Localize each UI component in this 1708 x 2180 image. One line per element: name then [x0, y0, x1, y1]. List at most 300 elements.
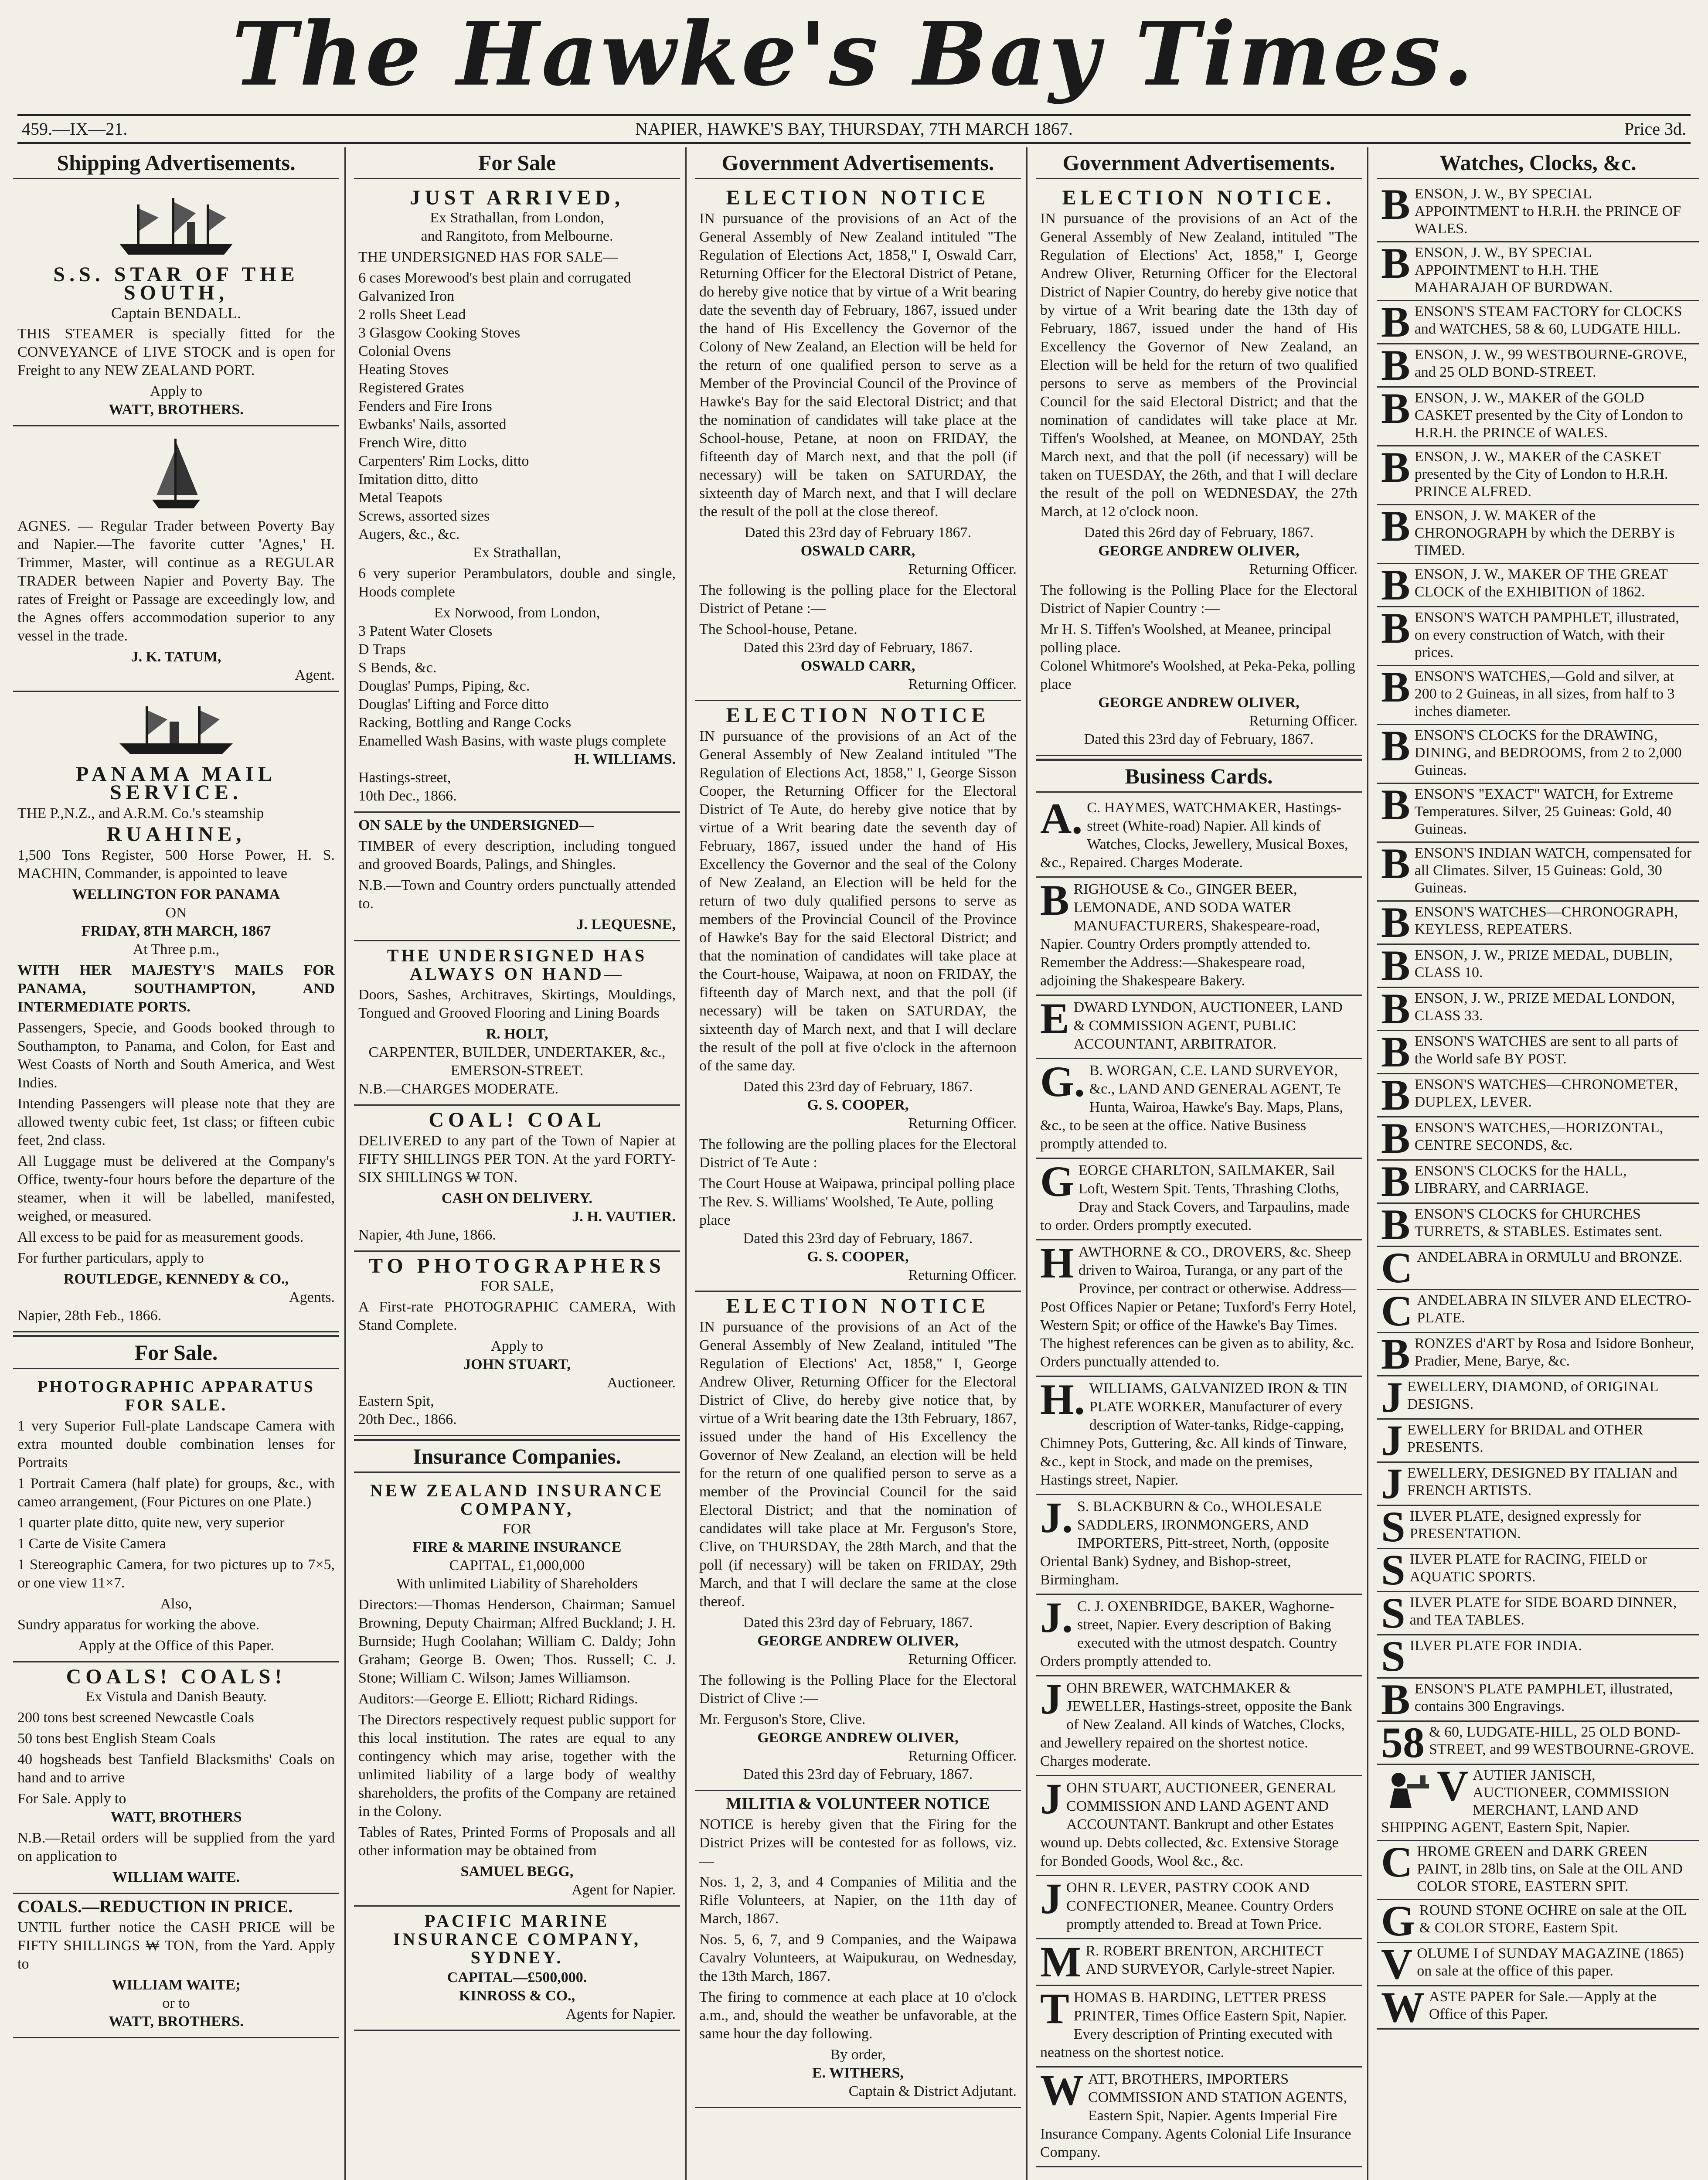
ad-role: Returning Officer.	[908, 1748, 1017, 1764]
drop-cap: A.	[1040, 794, 1083, 843]
ad-text: The firing to commence at each place at 10 o'clock a.m., and, should the weather be unfavorable, at the same hour the day following.	[699, 1989, 1017, 2042]
drop-cap: B	[1381, 722, 1410, 770]
column-rule	[685, 147, 687, 2180]
list-item: 1 Portrait Camera (half plate) for groups, &c., with cameo arrangement, (Four Pictures on one Plate.)	[17, 1475, 335, 1510]
drop-cap: B	[1381, 443, 1410, 491]
ad-sunday-magazine	[1377, 1940, 1699, 1988]
column-rule	[1367, 147, 1368, 2180]
list-item: 1 quarter plate ditto, quite new, very superior	[17, 1515, 285, 1531]
masthead	[0, 0, 1708, 109]
drop-cap: B	[1381, 1071, 1410, 1119]
ad-title: ELECTION NOTICE	[726, 704, 990, 727]
ad-address: Hastings-street,	[358, 770, 451, 786]
drop-cap: B	[1381, 1330, 1410, 1378]
list-item	[1377, 1675, 1699, 1724]
ad-text: Tables of Rates, Printed Forms of Proposals and all other information may be obtained from	[358, 1824, 676, 1859]
ad-title: ELECTION NOTICE	[726, 1294, 990, 1318]
ad-text: Sundry apparatus for working the above.	[17, 1617, 260, 1633]
drop-cap: B	[1381, 298, 1410, 346]
ad-role: Returning Officer.	[908, 1267, 1017, 1283]
ad-text: HROME GREEN and DARK GREEN PAINT, in 28lb tins, on Sale at the OIL AND COLOR STORE, EASTERN SPIT.	[1417, 1843, 1683, 1894]
section-heading: Government Advertisements.	[695, 147, 1021, 179]
drop-cap: G.	[1040, 1057, 1085, 1106]
drop-cap: B	[1381, 180, 1410, 228]
ad-text: The following are the polling places for the Electoral District of Te Aute :	[699, 1136, 1017, 1171]
ad-text: OHN STUART, AUCTIONEER, GENERAL COMMISSION AND LAND AGENT AND ACCOUNTANT. Bankrupt and other Estates wound up. Debts collected, &c. Extensive Storage for Bonded Goods, Wool &c., &c.	[1040, 1780, 1339, 1869]
list-item: French Wire, ditto	[358, 435, 467, 451]
drop-cap: J	[1381, 1459, 1403, 1508]
also: Also,	[160, 1596, 192, 1612]
drop-cap: B	[1381, 604, 1410, 652]
list-item: Racking, Bottling and Range Cocks	[358, 715, 572, 731]
list-item: Registered Grates	[358, 380, 464, 396]
ad-body: UNTIL further notice the CASH PRICE will be FIFTY SHILLINGS ₩ TON, from the Yard. Apply to	[17, 1919, 335, 1972]
list-item	[1377, 1502, 1699, 1551]
section-heading: For Sale.	[13, 1335, 339, 1369]
ad-text: AWTHORNE & CO., DROVERS, &c. Sheep driven to Wairoa, Turanga, or any part of the Province, per contract or otherwise. Address—Post Offices Napier or Petane; Tuxford's Ferry Hotel, Western Spit; or office of the Hawke's Bay Times. The highest references can be given as to ability, &c. Orders punctually attended to.	[1040, 1244, 1357, 1370]
ad-role: Captain & District Adjutant.	[848, 2083, 1017, 2099]
list-item: Imitation ditto, ditto	[358, 471, 478, 487]
drop-cap: B	[1040, 876, 1069, 924]
ad-text: ENSON, J. W., MAKER OF THE GREAT CLOCK of the EXHIBITION of 1862.	[1414, 566, 1668, 600]
ad-text: OHN R. LEVER, PASTRY COOK AND CONFECTIONER, Meanee. Country Orders promptly attended to. Bread at Town Price.	[1066, 1880, 1334, 1932]
list-item	[1036, 1876, 1362, 1939]
ad-signature: GEORGE ANDREW OLIVER,	[1098, 695, 1300, 711]
drop-cap: C	[1381, 1838, 1413, 1886]
ad-captain: Captain BENDALL.	[111, 304, 241, 322]
watch-ads	[1377, 180, 1699, 1767]
ad-text: B. WORGAN, C.E. LAND SURVEYOR, &c., LAND AND GENERAL AGENT, Te Hunta, Wairoa, Hawke's Bay. Maps, Plans, &c., to be seen at the office. Native Business promptly attended to.	[1040, 1063, 1344, 1152]
ad-signature: R. HOLT,	[486, 1026, 548, 1042]
drop-cap: H	[1040, 1239, 1074, 1287]
list-item	[1036, 996, 1362, 1059]
ad-pacific-marine	[354, 1907, 680, 2031]
ad-text: All Luggage must be delivered at the Company's Office, twenty-four hours before the departure of the steamer, when it will be labelled, manifested, weighed, or measured.	[17, 1153, 335, 1224]
ad-text: ENSON'S WATCHES—CHRONOGRAPH, KEYLESS, REPEATERS.	[1414, 904, 1678, 937]
ad-text: RIGHOUSE & Co., GINGER BEER, LEMONADE, AND SODA WATER MANUFACTURERS, Shakespeare-road, Napier. Country Orders promptly attended to. Remember the Address:—Shakespeare road, adjoining the Shakespeare Bakery.	[1040, 881, 1320, 989]
drop-cap: B	[1381, 941, 1410, 990]
list-item: Douglas' Lifting and Force ditto	[358, 696, 549, 712]
ad-text: C. J. OXENBRIDGE, BAKER, Waghorne-street, Napier. Every description of Baking executed with the utmost despatch. Country Orders promptly attended to.	[1040, 1598, 1337, 1669]
drop-cap: B	[1381, 839, 1410, 888]
drop-cap: B	[1381, 1200, 1410, 1249]
ad-text: Passengers, Specie, and Goods booked through to Southampton, to Panama, and Colon, for East and West Coasts of North and South America, and West Indies.	[17, 1020, 335, 1091]
list-item: 3 Glasgow Cooking Stoves	[358, 325, 521, 341]
ad-text: ILVER PLATE for RACING, FIELD or AQUATIC SPORTS.	[1409, 1551, 1647, 1585]
list-item	[1377, 1243, 1699, 1292]
list-item	[1036, 878, 1362, 996]
ad-signature: GEORGE ANDREW OLIVER,	[757, 1633, 959, 1649]
list-item	[1377, 839, 1699, 902]
ad-text: ENSON'S INDIAN WATCH, compensated for all Climates. Silver, 15 Guineas: Gold, 30 Guineas.	[1414, 845, 1692, 896]
ad-role: Agents for Napier.	[565, 2006, 676, 2022]
ad-text: ENSON'S WATCHES are sent to all parts of the World safe BY POST.	[1414, 1033, 1678, 1067]
ad-text: Ex Strathallan, from London,	[430, 210, 604, 226]
ad-date: Dated this 23rd day of February, 1867.	[743, 1230, 973, 1247]
column-government-2	[1036, 147, 1362, 2180]
drop-cap: B	[1381, 1028, 1410, 1076]
list-item: 200 tons best screened Newcastle Coals	[17, 1710, 254, 1726]
drop-cap: B	[1381, 1157, 1410, 1206]
drop-cap: S	[1381, 1632, 1405, 1680]
ad-text: & 60, LUDGATE-HILL, 25 OLD BOND-STREET, and 99 WESTBOURNE-GROVE.	[1429, 1724, 1694, 1758]
steamship-icon	[111, 700, 242, 761]
list-item	[1377, 780, 1699, 843]
list-item	[1377, 1330, 1699, 1378]
ad-role: Returning Officer.	[908, 676, 1017, 692]
list-item: Augers, &c., &c.	[358, 526, 460, 542]
ad-apply: Apply at the Office of this Paper.	[78, 1638, 274, 1654]
list-item: D Traps	[358, 641, 406, 657]
list-item	[1377, 1200, 1699, 1249]
ad-nz-insurance	[354, 1476, 680, 1907]
ad-text: EWELLERY, DIAMOND, of ORIGINAL DESIGNS.	[1407, 1379, 1658, 1412]
ad-text: ENSON'S WATCH PAMPHLET, illustrated, on every construction of Watch, with their prices.	[1414, 610, 1679, 661]
ad-signature: E. WITHERS,	[812, 2065, 904, 2081]
ad-date: 20th Dec., 1866.	[358, 1411, 457, 1427]
ad-text: ENSON'S CLOCKS for the DRAWING, DINING, and BEDROOMS, from 2 to 2,000 Guineas.	[1414, 727, 1682, 778]
ad-address: EMERSON-STREET.	[450, 1063, 584, 1079]
ad-text: ENSON, J. W., BY SPECIAL APPOINTMENT to H.H. THE MAHARAJAH OF BURDWAN.	[1414, 245, 1613, 296]
ad-text: ENSON'S STEAM FACTORY for CLOCKS and WATCHES, 58 & 60, LUDGATE HILL.	[1414, 303, 1682, 337]
ad-title: ELECTION NOTICE	[726, 186, 990, 209]
ad-signature: G. S. COOPER,	[807, 1249, 909, 1265]
drop-cap: 58	[1381, 1718, 1425, 1767]
ad-text: THE P.,N.Z., and A.R.M. Co.'s steamship	[17, 805, 264, 821]
ad-title: COALS! COALS!	[66, 1665, 286, 1688]
ad-text: ENSON, J. W., MAKER of the CASKET presented by the City of London to H.R.H. PRINCE ALFRED.	[1414, 449, 1668, 500]
ad-text: N.B.—Retail orders will be supplied from the yard on application to	[17, 1830, 335, 1864]
mails: WITH HER MAJESTY'S MAILS FOR PANAMA, SOUTHAMPTON, AND INTERMEDIATE PORTS.	[17, 962, 335, 1015]
list-item: Heating Stoves	[358, 361, 449, 378]
ad-auditors: Auditors:—George E. Elliott; Richard Ridings.	[358, 1691, 638, 1707]
ad-text: EWELLERY, DESIGNED BY ITALIAN and FRENCH ARTISTS.	[1407, 1465, 1677, 1499]
departure-date: FRIDAY, 8TH MARCH, 1867	[81, 923, 271, 939]
ad-text: With unlimited Liability of Shareholders	[396, 1576, 638, 1592]
ad-text: The following is the Polling Place for the Electoral District of Napier Country :—	[1040, 582, 1358, 617]
drop-cap: G	[1040, 1157, 1074, 1206]
ad-apply: Apply to	[150, 383, 202, 399]
ad-role: Agent for Napier.	[572, 1882, 676, 1898]
ad-date: Dated this 23rd day of February, 1867.	[743, 640, 973, 656]
ad-text: EORGE CHARLTON, SAILMAKER, Sail Loft, Western Spit. Tents, Thrashing Cloths, Dray and Stack Covers, and Tarpaulins, made to order. Orders promptly executed.	[1040, 1162, 1350, 1233]
list-item	[1377, 941, 1699, 990]
ad-role: Returning Officer.	[908, 1651, 1017, 1667]
list-item	[1036, 1240, 1362, 1377]
ad-text: ROUND STONE OCHRE on sale at the OIL & COLOR STORE, Eastern Spit.	[1419, 1902, 1687, 1936]
list-item	[1377, 1114, 1699, 1162]
ad-text: For further particulars, apply to	[17, 1250, 204, 1266]
list-item	[1377, 1632, 1699, 1680]
drop-cap: W	[1040, 2066, 1084, 2114]
list-item: Fenders and Fire Irons	[358, 398, 492, 414]
ad-waste-paper	[1377, 1983, 1699, 2031]
ad-date: Dated this 23rd day of February, 1867.	[743, 1615, 973, 1631]
list-item	[1377, 722, 1699, 784]
ad-panama-mail	[13, 692, 339, 1332]
ad-body: IN pursuance of the provisions of an Act of the General Assembly of New Zealand intituled "The Regulation of Elections Act, 1858," I, Oswald Carr, Returning Officer for the Electoral District of Petane, do hereby give notice that by virtue of a Writ bearing date the seventh day of February, 1867, issued under the hand of His Excellency the Governor of the Colony of New Zealand, an Election will be held for the return of one qualified person to serve as a Member of the Provincial Council of the Province of Hawke's Bay for the said Electoral District; and that the nomination of candidates will take place at the School-house, Petane, at noon on FRIDAY, the fifteenth day of March next, and that the poll (if necessary) will be taken on SATURDAY, the sixteenth day of March next, and that I will declare the result of the poll at the close thereof.	[699, 211, 1017, 520]
drop-cap: B	[1381, 1114, 1410, 1162]
cutter-icon	[146, 434, 207, 513]
ship-source: Ex Vistula and Danish Beauty.	[85, 1689, 267, 1705]
list-item	[1377, 1287, 1699, 1335]
drop-cap: B	[1381, 239, 1410, 287]
drop-cap: M	[1040, 1938, 1082, 1986]
column-government-1	[695, 147, 1021, 2180]
ad-text: FIRE & MARINE INSURANCE	[412, 1539, 622, 1555]
ad-date: Napier, 4th June, 1866.	[358, 1227, 496, 1243]
place-date: NAPIER, HAWKE'S BAY, THURSDAY, 7TH MARCH 1867.	[635, 119, 1073, 139]
drop-cap: B	[1381, 502, 1410, 550]
list-item: Carpenters' Rim Locks, ditto	[358, 453, 529, 469]
route: WELLINGTON FOR PANAMA	[72, 886, 280, 903]
ad-title: COAL! COAL	[429, 1108, 606, 1131]
ad-text: All excess to be paid for as measurement goods.	[17, 1229, 304, 1245]
list-item	[1377, 1157, 1699, 1206]
ad-photographers	[354, 1252, 680, 1436]
ad-signature: GEORGE ANDREW OLIVER,	[1098, 543, 1300, 559]
ad-role: Agent.	[295, 667, 335, 683]
list-item	[1377, 1589, 1699, 1637]
ad-date: Dated this 26rd day of February, 1867.	[1084, 525, 1314, 541]
list-item	[1377, 1028, 1699, 1076]
list-item: 1 Carte de Visite Camera	[17, 1536, 166, 1552]
ad-role: Returning Officer.	[1249, 713, 1358, 729]
ad-text: ILVER PLATE, designed expressly for PRESENTATION.	[1409, 1508, 1641, 1542]
list-item: 1 very Superior Full-plate Landscape Camera with extra mounted double combination lenses for Portraits	[17, 1418, 335, 1471]
ad-text: OLUME I of SUNDAY MAGAZINE (1865) on sale at the office of this paper.	[1417, 1945, 1684, 1979]
ad-capital: CAPITAL—£500,000.	[447, 1969, 587, 1986]
ad-text: EWELLERY for BRIDAL and OTHER PRESENTS.	[1407, 1422, 1643, 1455]
ad-signature: KINROSS & CO.,	[459, 1988, 575, 2004]
list-item	[1036, 796, 1362, 878]
list-item	[1377, 239, 1699, 301]
drop-cap: J	[1381, 1373, 1403, 1421]
ad-coals	[13, 1662, 339, 1894]
or: or to	[162, 1995, 190, 2011]
polling-place: The Rev. S. Williams' Woolshed, Te Aute, polling place	[699, 1194, 993, 1228]
polling-place: Colonel Whitmore's Woolshed, at Peka-Peka, polling place	[1040, 658, 1355, 692]
ad-election-petane	[695, 184, 1021, 701]
ad-signature: OSWALD CARR,	[800, 658, 915, 674]
drop-cap: B	[1381, 384, 1410, 433]
ad-body: IN pursuance of the provisions of an Act of the General Assembly of New Zealand, intituled "The Regulation of Elections' Act, 1858," I, George Andrew Oliver, Returning Officer for the Electoral District of Clive, do hereby give notice that, by virtue of a Writ bearing date the 13th February, 1867, issued under the hand of His Excellency the Governor of New Zealand, an election will be held for the return of one qualified person to serve as a member of the Provincial Council for the said Electoral District; and that the nomination of candidates will take place at Mr. Ferguson's Store, Clive, on THURSDAY, the 28th March, and that the poll (if necessary) will be taken on FRIDAY, 29th March, and that I will declare the same at the close thereof.	[699, 1319, 1017, 1610]
drop-cap: B	[1381, 984, 1410, 1033]
ad-signature: WILLIAM WAITE;	[112, 1977, 241, 1993]
ad-directors: Directors:—Thomas Henderson, Chairman; Samuel Browning, Deputy Chairman; Alfred Buckland; J. H. Burnside; Hugh Coolahan; William C. Daldy; John Graham; George B. Owen; Thos. Russell; C. J. Stone; William C. Wilson; James Williamson.	[358, 1597, 676, 1686]
ad-signature: SAMUEL BEGG,	[460, 1863, 574, 1880]
ad-body: NOTICE is hereby given that the Firing for the District Prizes will be contested for as follows, viz.—	[699, 1816, 1017, 1869]
ad-text: Ex Norwood, from London,	[434, 605, 600, 621]
ad-title: PANAMA MAIL SERVICE.	[76, 763, 276, 804]
list-item: Ewbanks' Nails, assorted	[358, 416, 507, 433]
ad-text: ENSON'S PLATE PAMPHLET, illustrated, contains 300 Engravings.	[1414, 1681, 1673, 1714]
polling-place: Mr. Ferguson's Store, Clive.	[699, 1711, 866, 1727]
drop-cap: E	[1040, 994, 1069, 1042]
ad-date: Dated this 23rd day of February, 1867.	[1084, 731, 1314, 747]
ad-apply: For Sale. Apply to	[17, 1791, 126, 1807]
ad-text: Ex Strathallan,	[473, 545, 561, 561]
ship-name: RUAHINE,	[106, 823, 246, 846]
ad-signature: WATT, BROTHERS	[110, 1809, 242, 1825]
ad-agnes	[13, 426, 339, 692]
list-item: S Bends, &c.	[358, 660, 437, 676]
ad-text: ASTE PAPER for Sale.—Apply at the Office of this Paper.	[1429, 1989, 1657, 2022]
ad-signature: WILLIAM WAITE.	[112, 1869, 240, 1885]
list-item: Colonial Ovens	[358, 343, 451, 359]
list-item	[1036, 1377, 1362, 1495]
ad-text: ATT, BROTHERS, IMPORTERS COMMISSION AND STATION AGENTS, Eastern Spit, Napier. Agents Imperial Fire Insurance Company. Agents Colonial Life Insurance Company.	[1040, 2071, 1351, 2160]
ad-text: ENSON'S WATCHES—CHRONOMETER, DUPLEX, LEVER.	[1414, 1076, 1678, 1110]
ad-text: ENSON'S WATCHES,—Gold and silver, at 200 to 2 Guineas, in all sizes, from half to 3 inches diameter.	[1414, 668, 1675, 719]
list-item	[1377, 898, 1699, 947]
ad-role: Returning Officer.	[1249, 561, 1358, 577]
list-item	[1377, 984, 1699, 1033]
steamship-icon	[111, 191, 242, 261]
column-rule	[1026, 147, 1028, 2180]
list-item	[1036, 1676, 1362, 1776]
section-heading: Government Advertisements.	[1036, 147, 1362, 179]
ad-text: THE UNDERSIGNED HAS FOR SALE—	[358, 249, 618, 265]
drop-cap: V	[1381, 1940, 1413, 1988]
ad-signature: ROUTLEDGE, KENNEDY & CO.,	[63, 1271, 289, 1287]
ad-text: N.B.—Town and Country orders punctually attended to.	[358, 877, 676, 912]
ad-body: DELIVERED to any part of the Town of Napier at FIFTY SHILLINGS PER TON. At the yard FORTY-SIX SHILLINGS ₩ TON.	[358, 1133, 676, 1185]
polling-place: The School-house, Petane.	[699, 621, 857, 637]
ad-holt	[354, 941, 680, 1106]
ad-text: ENSON, J. W. MAKER of the CHRONOGRAPH by which the DERBY is TIMED.	[1414, 508, 1675, 559]
list-item	[1036, 1986, 1362, 2068]
polling-place: Mr H. S. Tiffen's Woolshed, at Meanee, principal polling place.	[1040, 621, 1331, 656]
drop-cap: B	[1381, 898, 1410, 947]
ad-text: CASH ON DELIVERY.	[441, 1190, 593, 1206]
ad-date: 10th Dec., 1866.	[358, 788, 457, 804]
ad-title: PHOTOGRAPHIC APPARATUS FOR SALE.	[37, 1378, 315, 1414]
ad-text: ILVER PLATE for SIDE BOARD DINNER, and TEA TABLES.	[1409, 1594, 1677, 1628]
ad-text: C. HAYMES, WATCHMAKER, Hastings-street (White-road) Napier. All kinds of Watches, Clocks, Jewellery, Musical Boxes, &c., Repaired. Charges Moderate.	[1040, 800, 1348, 871]
ad-text: HOMAS B. HARDING, LETTER PRESS PRINTER, Times Office Eastern Spit, Napier. Every description of Printing executed with neatness on the shortest notice.	[1040, 1989, 1347, 2061]
ad-text: ENSON, J. W., PRIZE MEDAL LONDON, CLASS 33.	[1414, 990, 1675, 1024]
ad-role: Agents.	[289, 1289, 335, 1305]
auctioneer-icon	[1381, 1767, 1433, 1810]
drop-cap: J.	[1040, 1493, 1073, 1542]
ad-signature: J. LEQUESNE,	[576, 916, 676, 933]
section-heading: For Sale	[354, 147, 680, 179]
list-item: 50 tons best English Steam Coals	[17, 1730, 216, 1747]
ad-signature: GEORGE ANDREW OLIVER,	[757, 1730, 959, 1746]
ad-text: ENSON, J. W., 99 WESTBOURNE-GROVE, and 25 OLD BOND-STREET.	[1414, 347, 1688, 380]
list-item	[1377, 604, 1699, 666]
list-item	[1377, 1459, 1699, 1508]
ad-text: ENSON'S CLOCKS for CHURCHES TURRETS, & STABLES. Estimates sent.	[1414, 1206, 1663, 1240]
ad-date: Dated this 23rd day of February, 1867.	[743, 1766, 973, 1782]
drop-cap: B	[1381, 663, 1410, 711]
list-item: Enamelled Wash Basins, with waste plugs complete	[358, 733, 666, 749]
list-item	[1377, 180, 1699, 242]
drop-cap: B	[1381, 780, 1410, 829]
column-for-sale	[354, 147, 680, 2180]
ad-text: ANDELABRA in ORMULU and BRONZE.	[1417, 1249, 1683, 1265]
ad-text: ENSON, J. W., PRIZE MEDAL, DUBLIN, CLASS 10.	[1414, 947, 1673, 981]
list-item: 6 very superior Perambulators, double and single, Hoods complete	[358, 565, 676, 600]
newspaper-title: The Hawke's Bay Times.	[232, 3, 1476, 106]
ad-title: ON SALE by the UNDERSIGNED—	[358, 817, 594, 833]
ad-photographic	[13, 1373, 339, 1662]
ad-apply: Apply to	[491, 1338, 543, 1354]
ad-election-napier	[1036, 184, 1362, 756]
ad-text: ENSON, J. W., MAKER of the GOLD CASKET presented by the City of London to H.R.H. the PRINCE of WALES.	[1414, 390, 1683, 441]
drop-cap: C	[1381, 1287, 1413, 1335]
ad-timber-sale	[354, 813, 680, 941]
on-label: ON	[165, 905, 187, 921]
ad-date: Dated this 23rd day of February, 1867.	[743, 1079, 973, 1095]
drop-cap: J	[1040, 1775, 1062, 1823]
drop-cap: V	[1437, 1761, 1469, 1810]
drop-cap: J	[1040, 1675, 1062, 1723]
ad-just-arrived	[354, 184, 680, 813]
ad-date: Dated this 23rd day of February 1867.	[744, 525, 972, 541]
drop-cap: J	[1040, 1874, 1062, 1923]
ad-title: NEW ZEALAND INSURANCE COMPANY,	[370, 1481, 664, 1519]
list-item	[1377, 1416, 1699, 1465]
ad-signature: JOHN STUART,	[463, 1356, 571, 1373]
ad-body: TIMBER of every description, including tongued and grooved Boards, Palings, and Shingles.	[358, 838, 676, 872]
ad-text: WILLIAMS, GALVANIZED IRON & TIN PLATE WORKER, Manufacturer of every description of Water-tanks, Ridge-capping, Chimney Pots, Guttering, &c. All kinds of Tinware, &c., kept in Stock, and made on the premises, Hastings street, Napier.	[1040, 1380, 1347, 1488]
ad-text: ANDELABRA IN SILVER AND ELECTRO-PLATE.	[1417, 1292, 1691, 1326]
ad-star-of-the-south	[13, 184, 339, 426]
ad-text: ILVER PLATE FOR INDIA.	[1409, 1638, 1582, 1654]
ad-signature: H. WILLIAMS.	[574, 751, 676, 767]
ad-role: Returning Officer.	[908, 561, 1017, 577]
list-item: Douglas' Pumps, Piping, &c.	[358, 678, 530, 694]
list-item	[1377, 384, 1699, 446]
list-item	[1377, 341, 1699, 389]
ad-text: OHN BREWER, WATCHMAKER & JEWELLER, Hastings-street, opposite the Bank of New Zealand. All kinds of Watches, Clocks, and Jewellery repaired on the shortest notice. Charges moderate.	[1040, 1680, 1352, 1769]
ad-role: Auctioneer.	[607, 1375, 676, 1391]
dateline	[17, 114, 1691, 144]
drop-cap: S	[1381, 1589, 1405, 1637]
drop-cap: G	[1381, 1897, 1415, 1945]
drop-cap: B	[1381, 341, 1410, 389]
ad-text: The following is the polling place for the Electoral District of Petane :—	[699, 582, 1017, 617]
list-item: 3 Patent Water Closets	[358, 623, 493, 639]
ad-body: The Directors respectively request public support for this local institution. The rates are equal to any contingency which may arise, together with the unlimited liability of a large body of wealthy shareholders, the profits of the Company are retained in the Colony.	[358, 1712, 676, 1819]
drop-cap: J	[1381, 1416, 1403, 1465]
drop-cap: H.	[1040, 1375, 1085, 1424]
ad-title: MILITIA & VOLUNTEER NOTICE	[726, 1795, 990, 1813]
ad-chrome-green	[1377, 1838, 1699, 1900]
ad-election-te-aute	[695, 701, 1021, 1292]
drop-cap: B	[1381, 1675, 1410, 1724]
ad-signature: WATT, BROTHERS.	[109, 402, 244, 418]
list-item	[1036, 1776, 1362, 1876]
list-item	[1036, 1495, 1362, 1595]
ad-text: The following is the Polling Place for the Electoral District of Clive :—	[699, 1672, 1017, 1707]
ad-stone-ochre	[1377, 1897, 1699, 1945]
list-item	[1377, 502, 1699, 564]
drop-cap: T	[1040, 1984, 1069, 2033]
ad-role: Returning Officer.	[908, 1115, 1017, 1131]
ad-text: and Rangitoto, from Melbourne.	[421, 228, 613, 244]
list-item: 1 Stereographic Camera, for two pictures up to 7×5, or one view 11×7.	[17, 1557, 335, 1591]
ad-address: Eastern Spit,	[358, 1393, 434, 1409]
list-item	[1377, 298, 1699, 346]
ad-text: DWARD LYNDON, AUCTIONEER, LAND & COMMISSION AGENT, PUBLIC ACCOUNTANT, ARBITRATOR.	[1073, 999, 1343, 1052]
list-item	[1377, 1546, 1699, 1594]
ad-coal	[354, 1106, 680, 1252]
list-item: Screws, assorted sizes	[358, 508, 490, 524]
drop-cap: W	[1381, 1983, 1425, 2031]
